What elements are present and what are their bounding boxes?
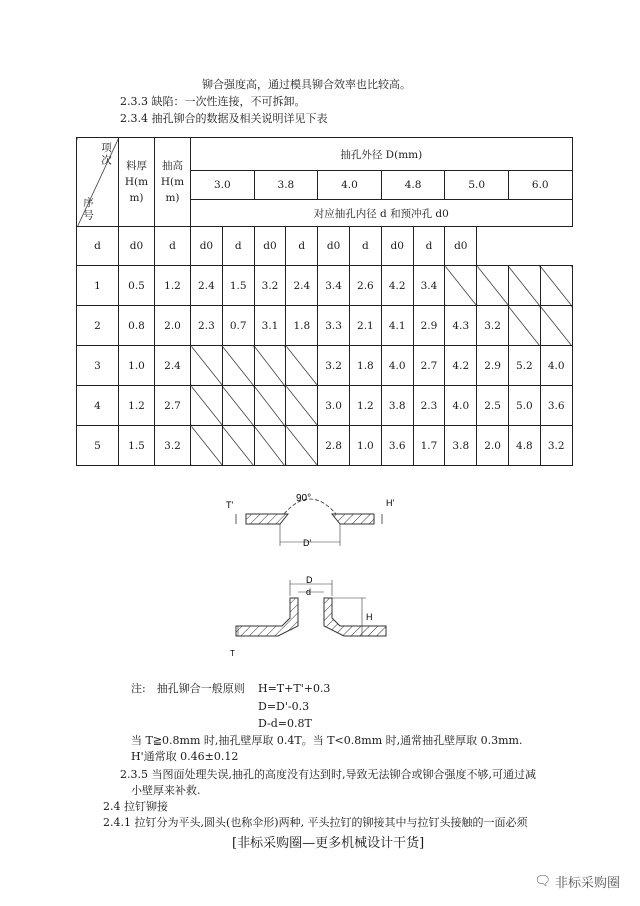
empty-cell <box>508 266 540 306</box>
section-2-4: 2.4 拉钉铆接 <box>103 800 168 813</box>
outer-dia-cell: 3.0 <box>191 171 255 200</box>
d-prime-label: D' <box>303 538 312 548</box>
height-header: 抽高H(mm) <box>155 138 191 227</box>
flange-left <box>236 598 298 636</box>
sub-header-d: d <box>155 227 191 266</box>
empty-cell <box>286 426 318 466</box>
empty-cell <box>254 386 286 426</box>
value-cell: 3.2 <box>477 306 509 346</box>
row-no-cell: 5 <box>77 426 119 466</box>
extruded-hole-diagram <box>226 574 396 666</box>
value-cell: 3.2 <box>254 266 286 306</box>
value-cell: 3.0 <box>318 386 350 426</box>
sub-header-d: d <box>77 227 119 266</box>
sub-header-d0: d0 <box>119 227 155 266</box>
value-cell: 5.2 <box>508 346 540 386</box>
value-cell: 4.0 <box>540 346 572 386</box>
table-row <box>77 346 573 386</box>
intro-line-3: 2.3.4 抽孔铆合的数据及相关说明详见下表 <box>120 112 328 125</box>
flange-right <box>324 598 386 636</box>
corner-header-cell <box>77 138 119 227</box>
outer-dia-cell: 5.0 <box>445 171 509 200</box>
inner-d-label: d <box>306 587 312 597</box>
value-cell: 2.4 <box>191 266 223 306</box>
empty-cell <box>286 386 318 426</box>
sub-header-d: d <box>222 227 254 266</box>
sub-header-d0: d0 <box>318 227 350 266</box>
value-cell: 4.3 <box>445 306 477 346</box>
angle-label: 90° <box>296 493 312 504</box>
row-h-cell: 2.7 <box>155 386 191 426</box>
empty-cell <box>445 266 477 306</box>
section-2-3-5-cont: 小壁厚来补救. <box>131 784 201 797</box>
sub-header-d: d <box>349 227 381 266</box>
empty-cell <box>222 386 254 426</box>
empty-cell <box>254 346 286 386</box>
thickness-header: 料厚H(mm) <box>119 138 155 227</box>
value-cell: 4.8 <box>508 426 540 466</box>
watermark-text: 非标采购圈 <box>554 876 620 891</box>
value-cell: 3.6 <box>540 386 572 426</box>
value-cell: 3.8 <box>445 426 477 466</box>
value-cell: 2.8 <box>318 426 350 466</box>
value-cell: 4.2 <box>445 346 477 386</box>
h-label: H <box>366 612 373 622</box>
corner-top-label: 项次 <box>100 142 112 167</box>
row-t-cell: 1.5 <box>119 426 155 466</box>
empty-cell <box>477 266 509 306</box>
sub-header-d: d <box>286 227 318 266</box>
outer-dia-cell: 4.0 <box>318 171 382 200</box>
value-cell: 4.0 <box>445 386 477 426</box>
formula-3: D-d=0.8T <box>258 717 312 730</box>
row-t-cell: 0.5 <box>119 266 155 306</box>
row-t-cell: 1.2 <box>119 386 155 426</box>
value-cell: 3.1 <box>254 306 286 346</box>
value-cell: 3.4 <box>413 266 445 306</box>
value-cell: 1.8 <box>286 306 318 346</box>
value-cell: 1.5 <box>222 266 254 306</box>
value-cell: 5.0 <box>508 386 540 426</box>
value-cell: 2.4 <box>286 266 318 306</box>
value-cell: 3.4 <box>318 266 350 306</box>
table-row <box>77 386 573 426</box>
value-cell: 2.3 <box>413 386 445 426</box>
value-cell: 2.6 <box>349 266 381 306</box>
sub-header-d0: d0 <box>191 227 223 266</box>
plate-right <box>332 514 374 524</box>
value-cell: 3.2 <box>540 426 572 466</box>
empty-cell <box>222 426 254 466</box>
table-row <box>77 306 573 346</box>
sub-header-d0: d0 <box>381 227 413 266</box>
inner-dia-header: 对应抽孔内径 d 和预冲孔 d0 <box>191 200 573 227</box>
outer-dia-cell: 4.8 <box>381 171 445 200</box>
value-cell: 4.2 <box>381 266 413 306</box>
value-cell: 2.7 <box>413 346 445 386</box>
empty-cell <box>254 426 286 466</box>
value-cell: 2.9 <box>413 306 445 346</box>
value-cell: 1.0 <box>349 426 381 466</box>
row-no-cell: 4 <box>77 386 119 426</box>
principle-label: 注: 抽孔铆合一般原则 <box>131 682 245 695</box>
empty-cell <box>191 426 223 466</box>
t-prime-label: T' <box>226 500 234 510</box>
value-cell: 2.9 <box>477 346 509 386</box>
row-h-cell: 3.2 <box>155 426 191 466</box>
value-cell: 2.5 <box>477 386 509 426</box>
row-h-cell: 2.0 <box>155 306 191 346</box>
outer-d-label: D <box>306 575 313 585</box>
intro-line-2: 2.3.3 缺陷：一次性连接，不可拆卸。 <box>120 95 306 108</box>
wechat-icon: 🗨 <box>534 874 551 889</box>
sub-header-d0: d0 <box>254 227 286 266</box>
plate-left <box>246 514 288 524</box>
intro-line-1: 铆合强度高，通过模具铆合效率也比较高。 <box>202 78 411 91</box>
row-h-cell: 1.2 <box>155 266 191 306</box>
empty-cell <box>222 346 254 386</box>
value-cell: 3.8 <box>381 386 413 426</box>
value-cell: 3.2 <box>318 346 350 386</box>
row-no-cell: 2 <box>77 306 119 346</box>
value-cell: 1.2 <box>349 386 381 426</box>
row-t-cell: 1.0 <box>119 346 155 386</box>
row-no-cell: 1 <box>77 266 119 306</box>
row-no-cell: 3 <box>77 346 119 386</box>
t-label: T <box>230 649 235 658</box>
watermark <box>534 872 620 891</box>
value-cell: 4.0 <box>381 346 413 386</box>
section-2-3-5: 2.3.5 当图面处理失误,抽孔的高度没有达到时,导致无法铆合或铆合强度不够,可通过减 <box>120 768 536 781</box>
formula-1: H=T+T'+0.3 <box>258 682 331 695</box>
condition-2: H'通常取 0.46±0.12 <box>131 750 239 763</box>
empty-cell <box>508 306 540 346</box>
empty-cell <box>191 386 223 426</box>
value-cell: 4.1 <box>381 306 413 346</box>
outer-dia-cell: 3.8 <box>254 171 318 200</box>
row-h-cell: 2.4 <box>155 346 191 386</box>
h-prime-label: H' <box>386 498 395 508</box>
table-row <box>77 266 573 306</box>
section-2-4-1: 2.4.1 拉钉分为平头,圆头(也称伞形)两种, 平头拉钉的铆接其中与拉钉头接触的一面必须 <box>103 816 528 829</box>
corner-bottom-label: 序号 <box>82 197 94 222</box>
value-cell: 0.7 <box>222 306 254 346</box>
empty-cell <box>286 346 318 386</box>
empty-cell <box>540 306 572 346</box>
footer-banner: [非标采购圈—更多机械设计干货] <box>232 836 425 851</box>
value-cell: 1.8 <box>349 346 381 386</box>
table-row <box>77 426 573 466</box>
rivet-data-table <box>76 137 573 466</box>
value-cell: 2.1 <box>349 306 381 346</box>
sub-header-d: d <box>413 227 445 266</box>
countersink-diagram <box>222 484 422 566</box>
value-cell: 3.6 <box>381 426 413 466</box>
outer-dia-cell: 6.0 <box>508 171 572 200</box>
value-cell: 1.7 <box>413 426 445 466</box>
formula-2: D=D'-0.3 <box>258 700 310 713</box>
sub-header-d0: d0 <box>445 227 477 266</box>
condition-1: 当 T≧0.8mm 时,抽孔壁厚取 0.4T。当 T<0.8mm 时,通常抽孔壁厚取 0.3mm. <box>131 734 523 747</box>
row-t-cell: 0.8 <box>119 306 155 346</box>
empty-cell <box>191 346 223 386</box>
empty-cell <box>540 266 572 306</box>
value-cell: 2.3 <box>191 306 223 346</box>
value-cell: 3.3 <box>318 306 350 346</box>
outer-dia-header: 抽孔外径 D(mm) <box>191 138 573 171</box>
value-cell: 2.0 <box>477 426 509 466</box>
